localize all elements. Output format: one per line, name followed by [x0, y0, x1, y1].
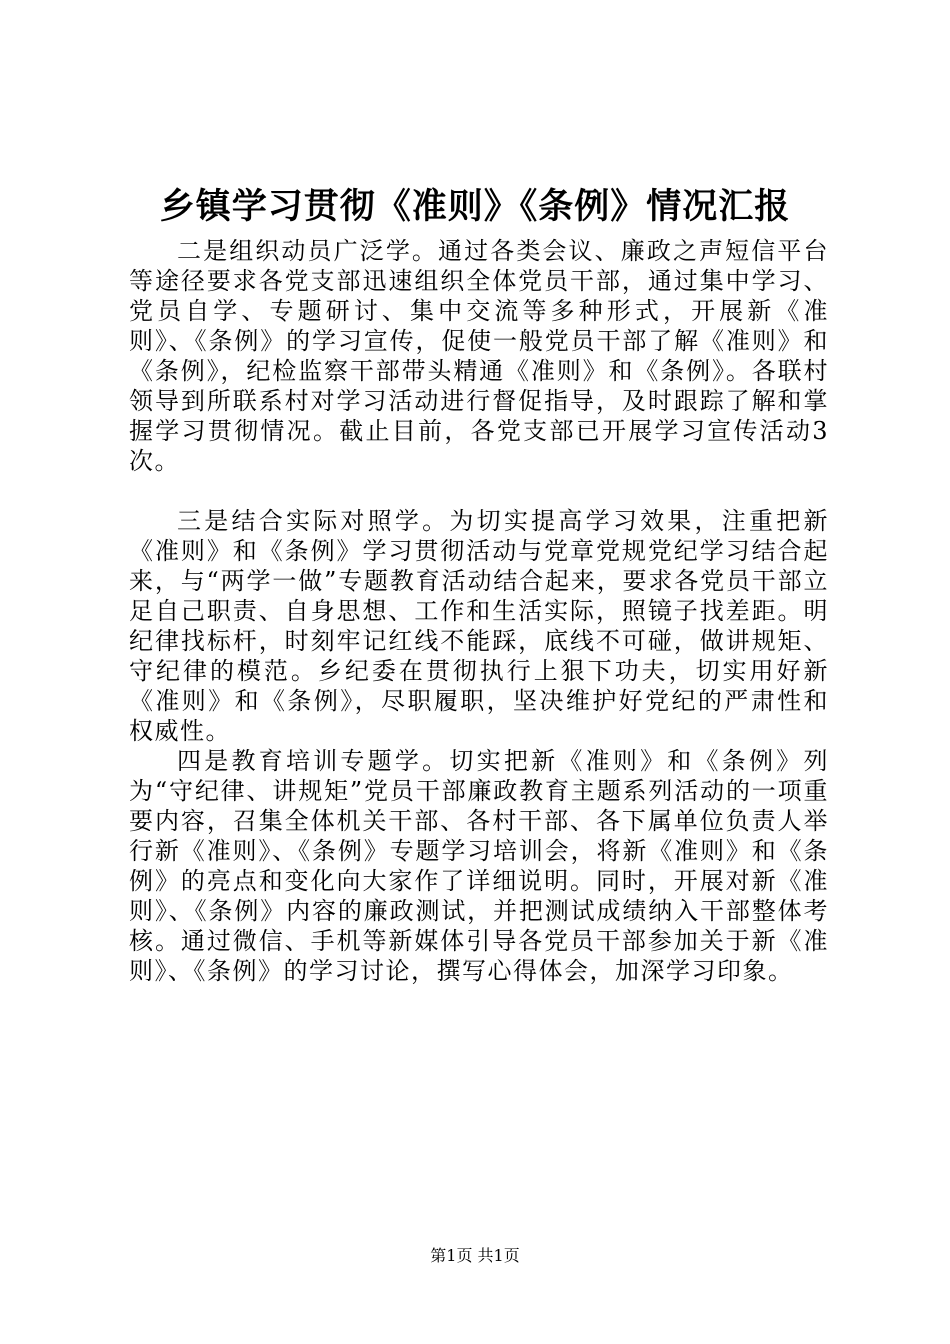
document-title: 乡镇学习贯彻《准则》《条例》情况汇报 — [159, 186, 791, 227]
document-body — [129, 236, 829, 986]
page-number-footer: 第1页 共1页 — [430, 1246, 520, 1265]
paragraph-training-study: 四是教育培训专题学。切实把新《准则》和《条例》列为“守纪律、讲规矩”党员干部廉政教育主题系列活动的一项重要内容，召集全体机关干部、各村干部、各下属单位负责人举行新《准则》、《条例》专题学习培训会，将新《准则》和《条例》的亮点和变化向大家作了详细说明。同时，开展对新《准则》、《条例》内容的廉政测试，并把测试成绩纳入干部整体考核。通过微信、手机等新媒体引导各党员干部参加关于新《准则》、《条例》的学习讨论，撰写心得体会，加深学习印象。 — [129, 747, 829, 985]
paragraph-practice-study: 三是结合实际对照学。为切实提高学习效果，注重把新《准则》和《条例》学习贯彻活动与党章党规党纪学习结合起来，与“两学一做”专题教育活动结合起来，要求各党员干部立足自己职责、自身思想、工作和生活实际，照镜子找差距。明纪律找标杆，时刻牢记红线不能踩，底线不可碰，做讲规矩、守纪律的模范。乡纪委在贯彻执行上狠下功夫，切实用好新《准则》和《条例》，尽职履职，坚决维护好党纪的严肃性和权威性。 — [129, 507, 829, 745]
paragraph-organize-study: 二是组织动员广泛学。通过各类会议、廉政之声短信平台等途径要求各党支部迅速组织全体党员干部，通过集中学习、党员自学、专题研讨、集中交流等多种形式，开展新《准则》、《条例》的学习宣传，促使一般党员干部了解《准则》和《条例》，纪检监察干部带头精通《准则》和《条例》。各联村领导到所联系村对学习活动进行督促指导，及时跟踪了解和掌握学习贯彻情况。截止目前，各党支部已开展学习宣传活动3次。 — [129, 237, 829, 475]
